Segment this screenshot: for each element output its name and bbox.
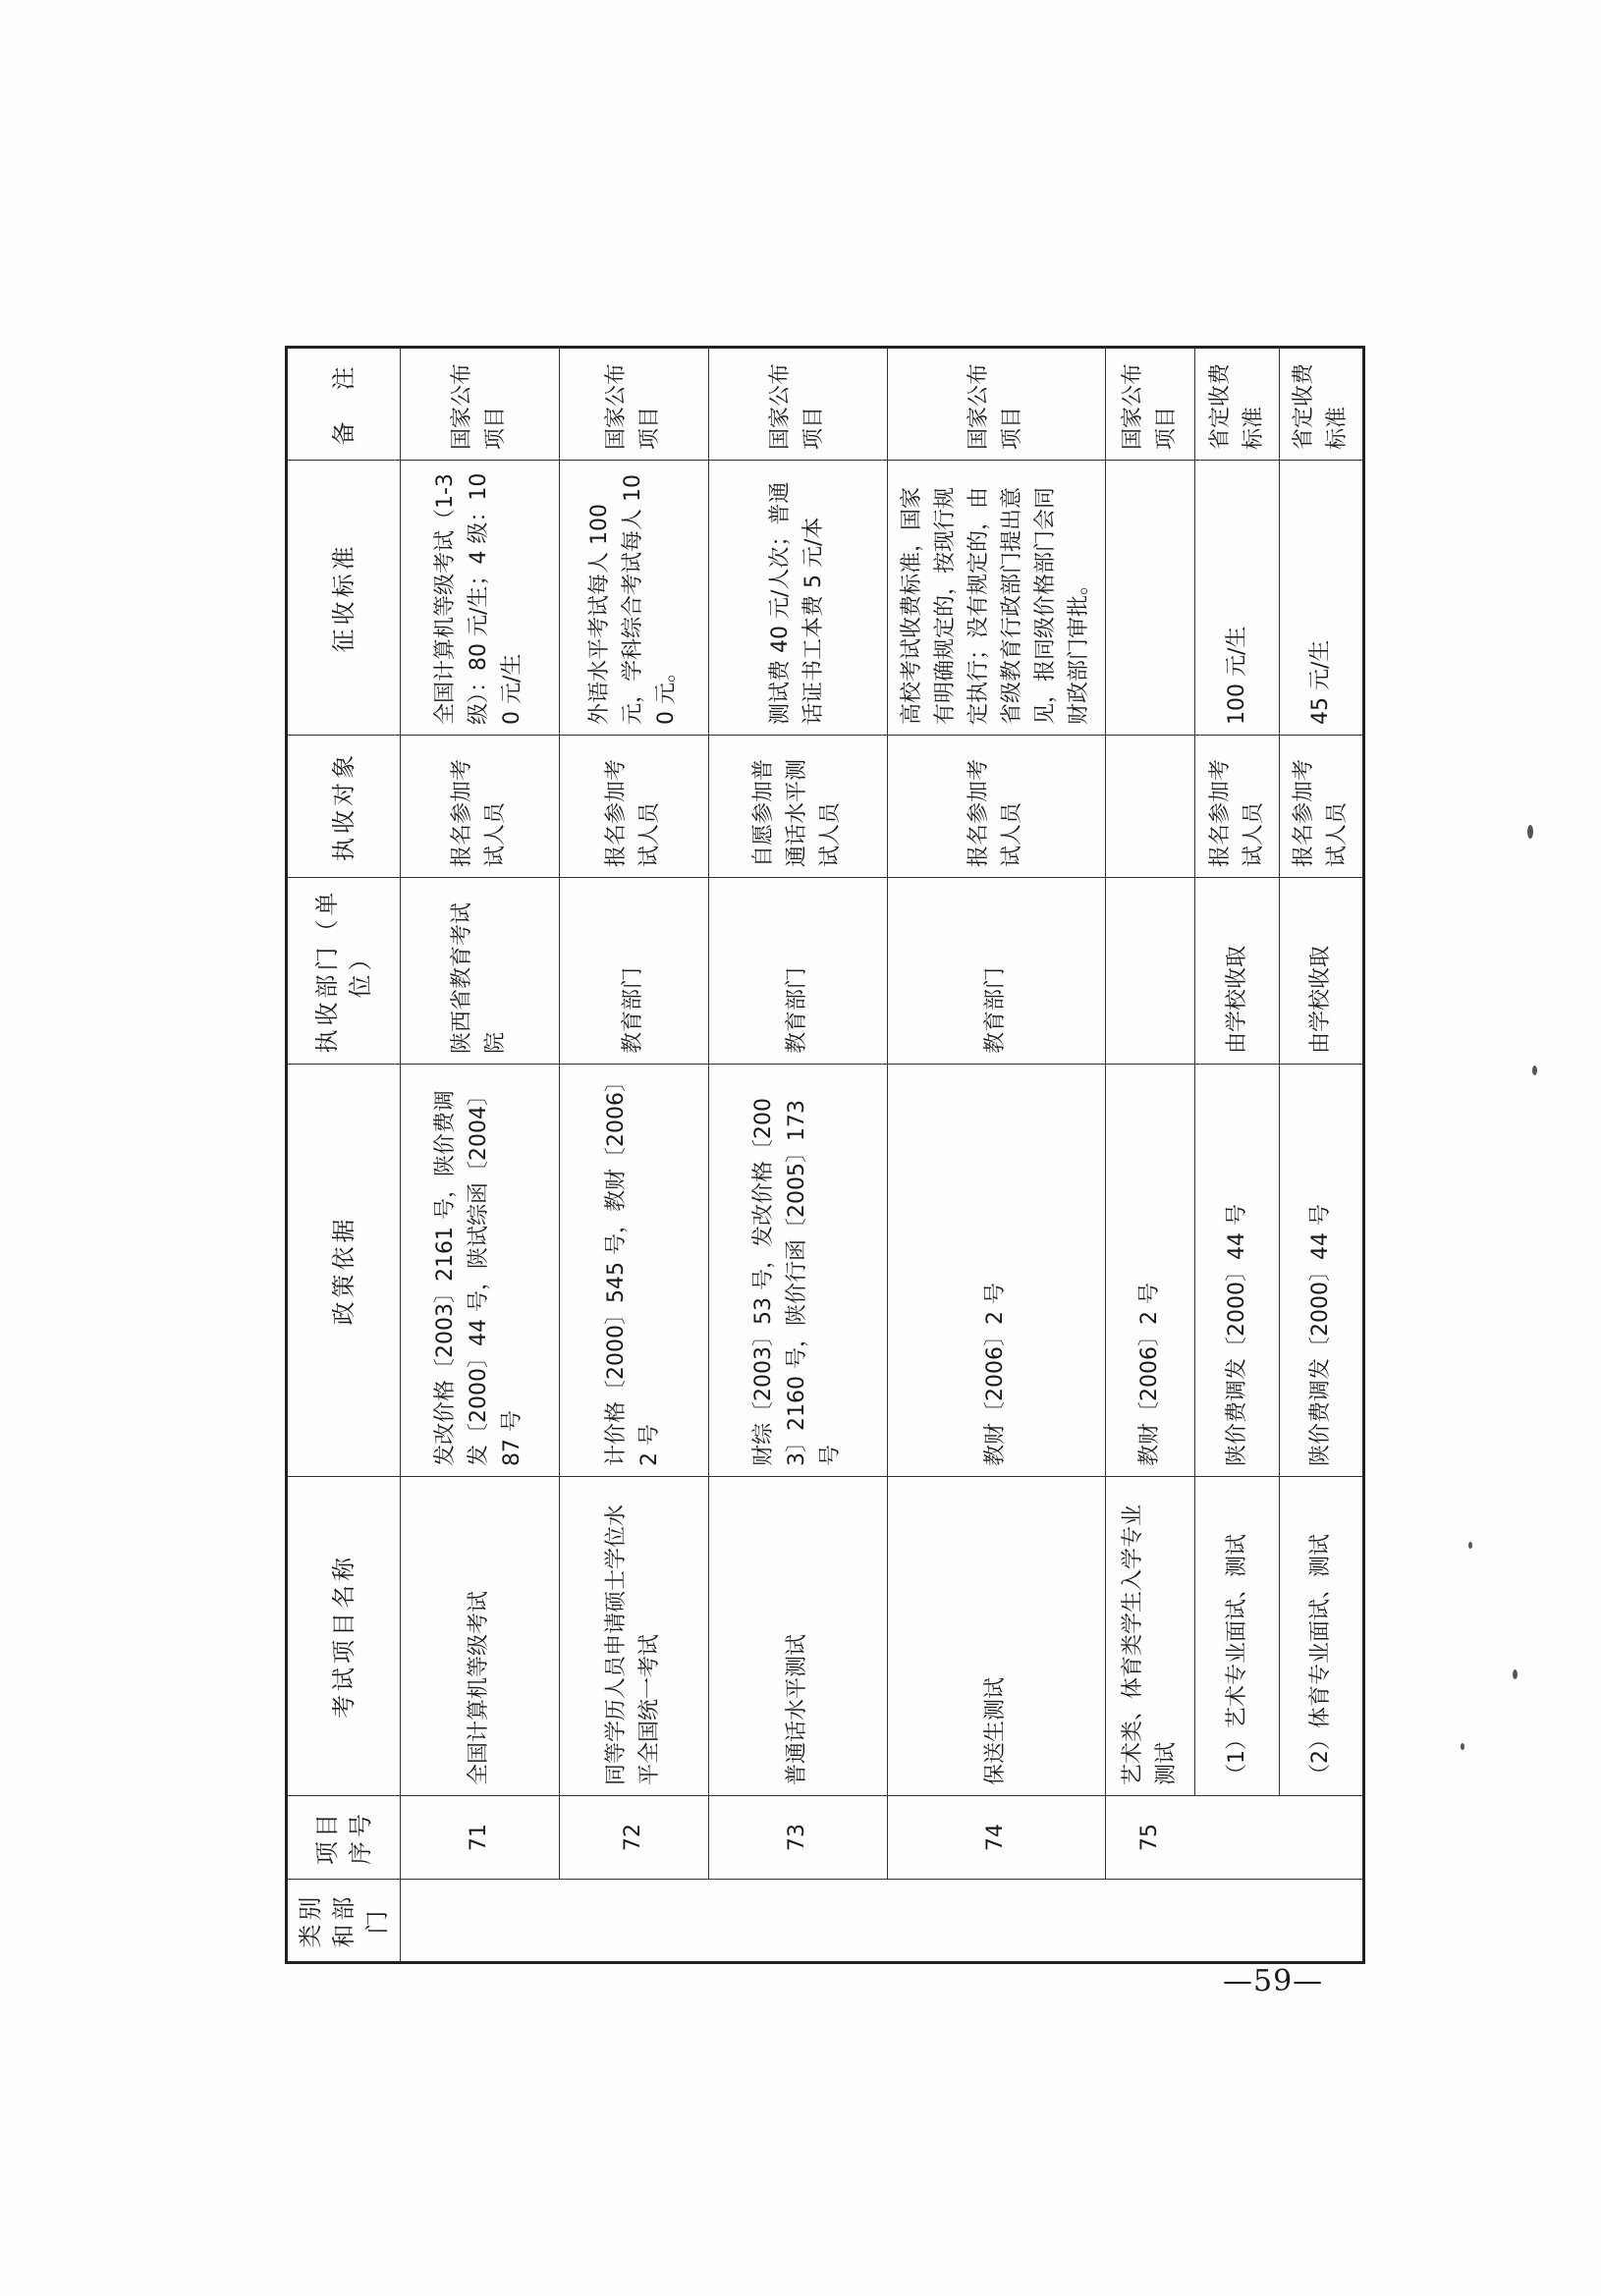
policy-basis: 发改价格〔2003〕2161 号，陕价费调发〔2000〕44 号，陕试综函〔2004〕87 号 bbox=[401, 1065, 560, 1477]
collecting-dept: 教育部门 bbox=[559, 878, 708, 1065]
rotated-table-container bbox=[285, 349, 1365, 1964]
collecting-dept: 由学校收取 bbox=[1195, 878, 1280, 1065]
remark: 国家公布项目 bbox=[1106, 348, 1195, 461]
policy-basis: 陕价费调发〔2000〕44 号 bbox=[1195, 1065, 1280, 1477]
remark: 省定收费标准 bbox=[1279, 348, 1363, 461]
policy-basis: 教财〔2006〕2 号 bbox=[1106, 1065, 1195, 1477]
table-row bbox=[1195, 348, 1280, 1963]
collecting-dept: 教育部门 bbox=[887, 878, 1105, 1065]
fee-standard: 全国计算机等级考试（1-3 级）：80 元/生；4 级：100 元/生 bbox=[401, 461, 560, 736]
scan-speck bbox=[1513, 1669, 1518, 1679]
collecting-dept: 由学校收取 bbox=[1279, 878, 1363, 1065]
collect-target: 报名参加考试人员 bbox=[559, 736, 708, 878]
exam-name: 全国计算机等级考试 bbox=[401, 1477, 560, 1796]
collect-target: 报名参加考试人员 bbox=[1195, 736, 1280, 878]
policy-basis: 计价格〔2000〕545 号，教财〔2006〕2 号 bbox=[559, 1065, 708, 1477]
table-row bbox=[1279, 348, 1363, 1963]
policy-basis: 陕价费调发〔2000〕44 号 bbox=[1279, 1065, 1363, 1477]
fee-standard: 100 元/生 bbox=[1195, 461, 1280, 736]
fee-standard: 测试费 40 元/人次；普通话证书工本费 5 元/本 bbox=[708, 461, 887, 736]
table-row bbox=[708, 348, 887, 1963]
table-row bbox=[1106, 348, 1195, 1963]
scan-speck bbox=[1527, 825, 1533, 839]
item-no bbox=[1195, 1796, 1280, 1880]
collect-target: 自愿参加普通话水平测试人员 bbox=[708, 736, 887, 878]
page-number: —59— bbox=[1223, 1964, 1324, 1998]
policy-basis: 财综〔2003〕53 号，发改价格〔2003〕2160 号，陕价行函〔2005〕173 号 bbox=[708, 1065, 887, 1477]
table-row bbox=[559, 348, 708, 1963]
header-policy-basis: 政策依据 bbox=[287, 1065, 401, 1477]
header-remark: 备 注 bbox=[287, 348, 401, 461]
exam-name: （1）艺术专业面试、测试 bbox=[1195, 1477, 1280, 1796]
item-no: 75 bbox=[1106, 1796, 1195, 1880]
remark: 国家公布项目 bbox=[708, 348, 887, 461]
header-row bbox=[287, 348, 401, 1963]
collecting-dept bbox=[1106, 878, 1195, 1065]
fee-standard: 45 元/生 bbox=[1279, 461, 1363, 736]
exam-name: （2）体育专业面试、测试 bbox=[1279, 1477, 1363, 1796]
fee-standard: 高校考试收费标准，国家有明确规定的，按现行规定执行；没有规定的，由省级教育行政部门提出意见，报同级价格部门会同财政部门审批。 bbox=[887, 461, 1105, 736]
collect-target: 报名参加考试人员 bbox=[1279, 736, 1363, 878]
exam-name: 艺术类、体育类学生入学专业测试 bbox=[1106, 1477, 1195, 1796]
header-fee-standard: 征收标准 bbox=[287, 461, 401, 736]
scan-speck bbox=[1532, 1066, 1537, 1075]
remark: 国家公布项目 bbox=[559, 348, 708, 461]
remark: 国家公布项目 bbox=[401, 348, 560, 461]
item-no: 71 bbox=[401, 1796, 560, 1880]
header-collecting-dept: 执收部门（单位） bbox=[287, 878, 401, 1065]
scan-speck bbox=[1468, 1542, 1472, 1549]
header-collect-target: 执收对象 bbox=[287, 736, 401, 878]
fee-standard bbox=[1106, 461, 1195, 736]
category-cell bbox=[401, 1880, 1364, 1963]
exam-fee-table bbox=[285, 346, 1365, 1964]
header-category: 类别和部门 bbox=[287, 1880, 401, 1963]
item-no: 72 bbox=[559, 1796, 708, 1880]
remark: 省定收费标准 bbox=[1195, 348, 1280, 461]
header-item-no: 项目序号 bbox=[287, 1796, 401, 1880]
collect-target: 报名参加考试人员 bbox=[887, 736, 1105, 878]
item-no: 74 bbox=[887, 1796, 1105, 1880]
scan-speck bbox=[1461, 1743, 1464, 1750]
collecting-dept: 教育部门 bbox=[708, 878, 887, 1065]
collecting-dept: 陕西省教育考试院 bbox=[401, 878, 560, 1065]
fee-standard: 外语水平考试每人 100 元，学科综合考试每人 100 元。 bbox=[559, 461, 708, 736]
collect-target: 报名参加考试人员 bbox=[401, 736, 560, 878]
exam-name: 同等学历人员申请硕士学位水平全国统一考试 bbox=[559, 1477, 708, 1796]
collect-target bbox=[1106, 736, 1195, 878]
table-row bbox=[401, 348, 560, 1963]
item-no bbox=[1279, 1796, 1363, 1880]
item-no: 73 bbox=[708, 1796, 887, 1880]
exam-name: 普通话水平测试 bbox=[708, 1477, 887, 1796]
remark: 国家公布项目 bbox=[887, 348, 1105, 461]
exam-name: 保送生测试 bbox=[887, 1477, 1105, 1796]
policy-basis: 教财〔2006〕2 号 bbox=[887, 1065, 1105, 1477]
table-row bbox=[887, 348, 1105, 1963]
header-exam-name: 考试项目名称 bbox=[287, 1477, 401, 1796]
